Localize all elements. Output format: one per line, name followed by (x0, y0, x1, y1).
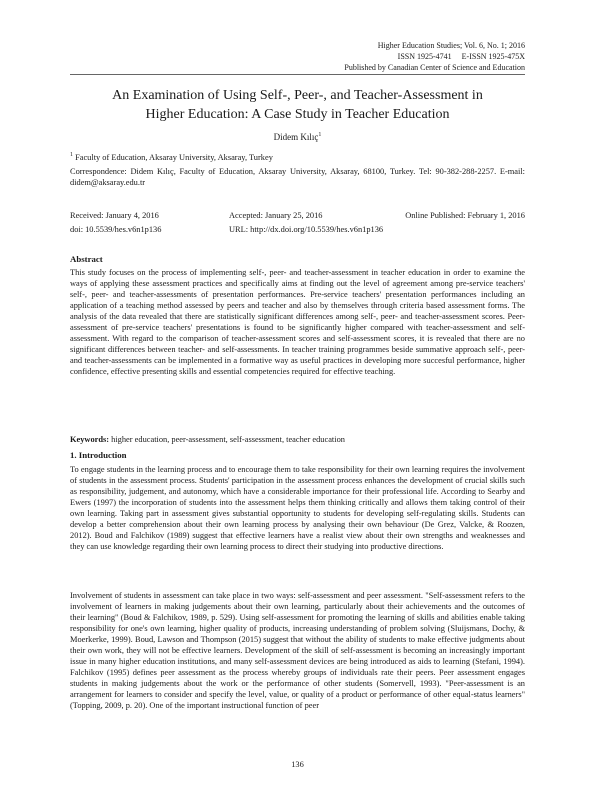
affiliation (70, 150, 525, 163)
paper-title (70, 86, 525, 124)
intro-paragraph-2: Involvement of students in assessment can take place in two ways: self-assessment and peer assessment. "Self-assessment refers to the involvement of learners in making judgements about their own learning, particularly about their achievements and the outcomes of their learning" (Boud & Falchikov, 1989, p. 529). Using self-assessment for promoting the learning of skills and abilities enable taking responsibility for one's own learning, higher quality of products, increasing understanding of problem solving (Sluijsmans, Dochy, & Moerkerke, 1999). Boud, Lawson and Thompson (2015) suggest that without the ability of students to make effective judgments about their own work, they will not be effective learners. Development of the skill of self-assessment is becoming an increasingly important issue in many higher education institutions, and many self-assessment devices are being introduced as aids to learning (Stefani, 1994). Falchikov (1995) defines peer assessment as the process whereby groups of individuals rate their peers. Peer assessment engages students in making judgements about the work or the performance of other students (Somervell, 1993). "Peer-assessment is an arrangement for learners to consider and specify the level, value, or quality of a product or performance of other equal-status learners" (Topping, 2009, p. 20). One of the important instructional function of peer (70, 591, 525, 710)
journal-info: Higher Education Studies; Vol. 6, No. 1; 2016 (377, 41, 525, 50)
keywords-label: Keywords: (70, 435, 110, 444)
header-rule (70, 74, 525, 75)
keywords (70, 434, 525, 445)
issn-info: ISSN 1925-4741 E-ISSN 1925-475X (397, 52, 525, 61)
introduction-heading: 1. Introduction (70, 450, 127, 460)
author-sup: 1 (318, 132, 322, 138)
accepted-date: Accepted: January 25, 2016 (229, 211, 323, 220)
intro-paragraph-1: To engage students in the learning process and to encourage them to take responsibility for their own learning requires the involvement of students in the assessment process. Students' participation in the assessment process enhances the development of crucial skills such as responsibility, judgement, and autonomy, which have a considerable importance for their professional life. According to Searby and Ewers (1997) the incorporation of students into the assessment helps them thinking critically and allows them taking control of their own learning. Taking part in assessment gives substantial opportunity to students for developing self-regulating skills. Students can develop a better comprehension about their own learning process by analysing their own behaviour (De Grez, Valcke, & Roozen, 2012). Boud and Falchikov (1989) suggest that effective learners have a realist view about their own strengths and weaknesses and they can use knowledge regarding their own learning process to direct their studying into productive directions. (70, 465, 525, 551)
correspondence: Correspondence: Didem Kılıç, Faculty of Education, Aksaray University, Aksaray, 68100, Turkey. Tel: 90-382-288-2257. E-mail: didem@aksaray.edu.tr (70, 167, 525, 187)
abstract-text: This study focuses on the process of implementing self-, peer- and teacher-assessment in teacher education in order to examine the ways of applying these assessment practices and specifically aims at finding out the level of agreement among pre-service teachers' self-, peer- and teacher-assessments of presentation performances. Pre-service teachers' presentation performances including an application of a teaching method assessed by peers and teacher and also by themselves through criteria based assessment forms. The analysis of the data revealed that there are statistically significant differences among self-, peer- and teacher-assessment scores. Peer-assessment of pre-service teachers' presentations is found to be significantly higher compared with teacher-assessment and self-assessment. With regard to the comparison of teacher-assessment scores and self-assessment scores, it is revealed that there are no significant differences between teacher- and self-assessments. In teacher training programmes beside summative approach self-, peer- and teacher-assessments can be implemented in a formative way as useful practices in developing more succesful performance, higher confidence, effective presenting skills and essential competencies required for effective teaching. (70, 268, 525, 376)
author-name: Didem Kılıç (273, 132, 319, 142)
author (70, 132, 525, 142)
title-line-1: An Examination of Using Self-, Peer-, and Teacher-Assessment in (112, 88, 483, 103)
publisher-info: Published by Canadian Center of Science and Education (344, 63, 525, 72)
title-line-2: Higher Education: A Case Study in Teacher Education (145, 107, 450, 122)
page-number: 136 (291, 760, 304, 769)
url[interactable]: URL: http://dx.doi.org/10.5539/hes.v6n1p136 (229, 225, 384, 234)
abstract-heading: Abstract (70, 254, 103, 264)
published-date: Online Published: February 1, 2016 (405, 211, 525, 220)
doi[interactable]: doi: 10.5539/hes.v6n1p136 (70, 225, 162, 234)
running-header (344, 40, 525, 73)
keywords-text: higher education, peer-assessment, self-assessment, teacher education (109, 435, 345, 444)
received-date: Received: January 4, 2016 (70, 211, 159, 220)
affiliation-text: Faculty of Education, Aksaray University, Aksaray, Turkey (73, 152, 273, 162)
affiliation-sup: 1 (70, 152, 73, 158)
